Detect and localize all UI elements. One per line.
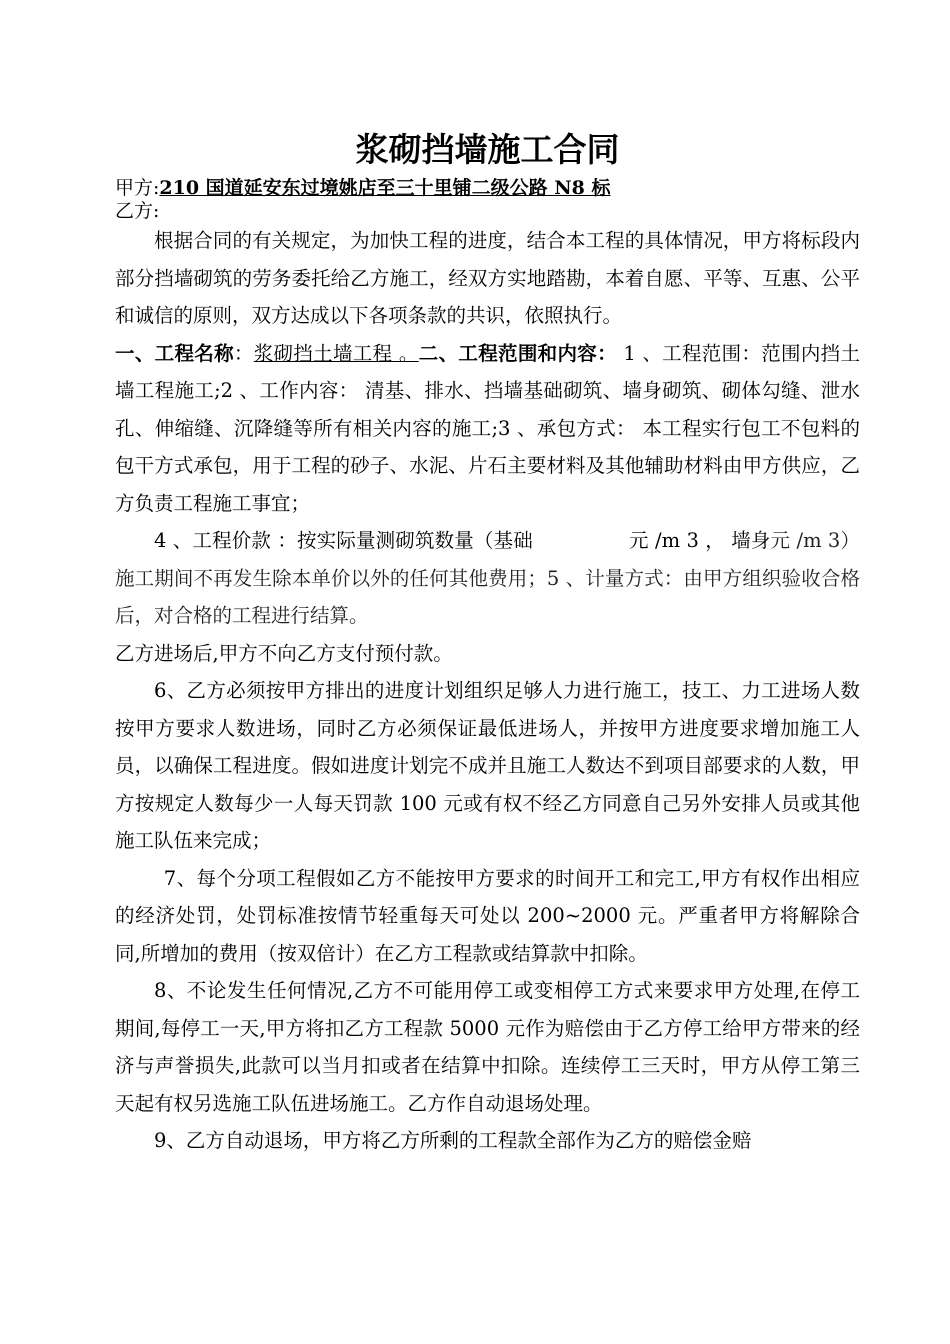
party-b-line: [115, 199, 159, 223]
party-a-label: 甲方:: [115, 177, 160, 199]
clause-4-part-b: 元 /m 3 ， 墙身: [628, 529, 771, 552]
clause-4-part-a: 4 、工程价款 ：按实际量测砌筑数量（基础: [154, 529, 533, 552]
party-a-line: [115, 176, 611, 200]
section-1-2-paragraph: [115, 335, 860, 523]
contract-body: [115, 222, 860, 1160]
clause-6-paragraph: 6、乙方必须按甲方排出的进度计划组织足够人力进行施工，技工、力工进场人数按甲方要求人数进场，同时乙方必须保证最低进场人，并按甲方进度要求增加施工人员，以确保工程进度。假如进度计划完不成并且施工人数达不到项目部要求的人数，甲方按规定人数每少一人每天罚款 100 元或有权不经乙方同意自己另外安排人员或其他施工队伍来完成；: [115, 679, 860, 852]
clause-9-paragraph: 9、乙方自动退场，甲方将乙方所剩的工程款全部作为乙方的赔偿金赔: [154, 1129, 752, 1152]
page-title: 浆砌挡墙施工合同: [355, 130, 620, 169]
clause-7-paragraph: 7、每个分项工程假如乙方不能按甲方要求的时间开工和完工,甲方有权作出相应的经济处罚，处罚标准按情节轻重每天可处以 200~2000 元。严重者甲方将解除合同,所增加的费用（按双倍计）在乙方工程款或结算款中扣除。: [115, 866, 860, 965]
clause-4-paragraph: [115, 522, 860, 635]
clause-4-part-c: 元 /m 3）施工期间不再发生除本单价以外的任何其他费用；5 、计量方式：由甲方组织验收合格后，对合格的工程进行结算。: [115, 529, 860, 627]
clause-8-paragraph: 8、不论发生任何情况,乙方不可能用停工或变相停工方式来要求甲方处理,在停工期间,每停工一天,甲方将扣乙方工程款 5000 元作为赔偿由于乙方停工给甲方带来的经济与声誉损失,此款可以当月扣或者在结算中扣除。连续停工三天时，甲方从停工第三天起有权另选施工队伍进场施工。乙方作自动退场处理。: [115, 979, 860, 1115]
section-2-heading: 二、工程范围和内容：: [418, 341, 617, 365]
project-name: 浆砌挡土墙工程 。: [253, 341, 419, 365]
section-1-heading: 一、工程名称: [115, 341, 234, 365]
section-2-text: 1 、工程范围：范围内挡土墙工程施工;2 、工作内容： 清基、排水、挡墙基础砌筑、墙身砌筑、砌体勾缝、泄水孔、伸缩缝、沉降缝等所有相关内容的施工;3 、承包方式： 本工程实行包工不包料的包干方式承包，用于工程的砂子、水泥、片石主要材料及其他辅助材料由甲方供应，乙方负责工程施工事宜；: [115, 341, 860, 515]
section-1-colon: ：: [233, 341, 254, 365]
party-a-value: 210 国道延安东过境姚店至三十里铺二级公路 N8 标: [159, 177, 611, 199]
prepayment-paragraph: 乙方进场后,甲方不向乙方支付预付款。: [115, 641, 453, 665]
intro-paragraph: 根据合同的有关规定，为加快工程的进度，结合本工程的具体情况，甲方将标段内部分挡墙砌筑的劳务委托给乙方施工，经双方实地踏勘，本着自愿、平等、互惠、公平和诚信的原则，双方达成以下各项条款的共识，依照执行。: [115, 229, 860, 327]
party-b-label: 乙方:: [115, 200, 160, 222]
